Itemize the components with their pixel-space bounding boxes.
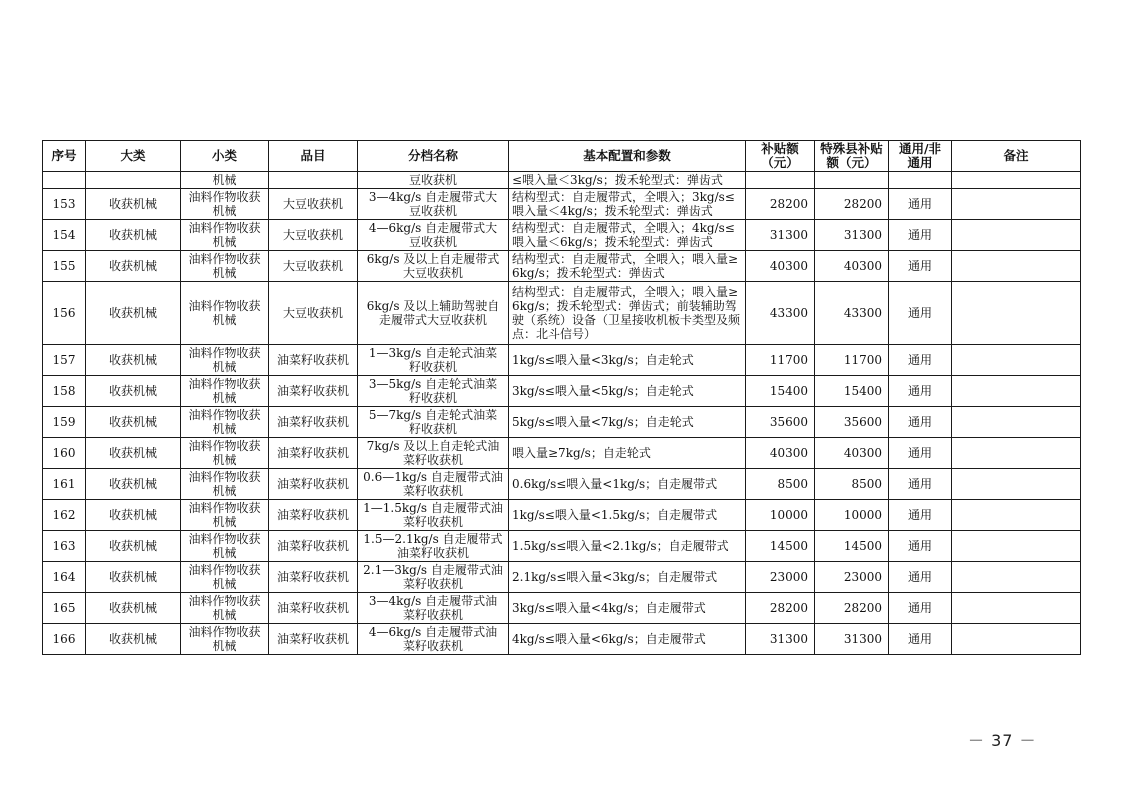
cell-config: 1.5kg/s≤喂入量<2.1kg/s；自走履带式: [509, 531, 746, 562]
cell-grade: 1—3kg/s 自走轮式油菜籽收获机: [358, 345, 509, 376]
subsidy-table: [42, 140, 1081, 655]
cell-item: 油菜籽收获机: [269, 345, 358, 376]
cell-general: 通用: [889, 624, 952, 655]
cell-general: 通用: [889, 220, 952, 251]
cell-general: 通用: [889, 438, 952, 469]
cell-grade: 豆收获机: [358, 172, 509, 189]
table-row: [43, 624, 1081, 655]
cell-subsidy: [746, 172, 815, 189]
cell-special: 31300: [815, 624, 889, 655]
cell-general: 通用: [889, 189, 952, 220]
cell-subsidy: 15400: [746, 376, 815, 407]
header-config: 基本配置和参数: [509, 141, 746, 172]
cell-category: 收获机械: [86, 624, 181, 655]
subsidy-table-container: [42, 140, 1080, 655]
cell-item: 油菜籽收获机: [269, 438, 358, 469]
cell-grade: 3—5kg/s 自走轮式油菜籽收获机: [358, 376, 509, 407]
header-special-line1: 特殊县补贴: [820, 141, 883, 156]
cell-category: 收获机械: [86, 469, 181, 500]
cell-note: [952, 251, 1081, 282]
cell-no: 158: [43, 376, 86, 407]
cell-subcategory: 油料作物收获机械: [181, 407, 269, 438]
cell-subcategory: 油料作物收获机械: [181, 345, 269, 376]
cell-special: 23000: [815, 562, 889, 593]
cell-grade: 0.6—1kg/s 自走履带式油菜籽收获机: [358, 469, 509, 500]
table-row: [43, 500, 1081, 531]
cell-subcategory: 油料作物收获机械: [181, 562, 269, 593]
table-header-row: [43, 141, 1081, 172]
cell-grade: 4—6kg/s 自走履带式大豆收获机: [358, 220, 509, 251]
header-subsidy-line1: 补贴额: [761, 141, 799, 156]
cell-special: 35600: [815, 407, 889, 438]
cell-config: 喂入量≥7kg/s；自走轮式: [509, 438, 746, 469]
cell-item: 油菜籽收获机: [269, 407, 358, 438]
cell-subsidy: 43300: [746, 282, 815, 345]
cell-config: 1kg/s≤喂入量<1.5kg/s；自走履带式: [509, 500, 746, 531]
cell-subcategory: 油料作物收获机械: [181, 220, 269, 251]
cell-special: 14500: [815, 531, 889, 562]
cell-note: [952, 531, 1081, 562]
cell-no: 153: [43, 189, 86, 220]
cell-special: 31300: [815, 220, 889, 251]
cell-config: 3kg/s≤喂入量<5kg/s；自走轮式: [509, 376, 746, 407]
cell-item: 油菜籽收获机: [269, 562, 358, 593]
cell-general: 通用: [889, 251, 952, 282]
cell-item: 大豆收获机: [269, 282, 358, 345]
cell-note: [952, 438, 1081, 469]
cell-note: [952, 624, 1081, 655]
cell-config: 5kg/s≤喂入量<7kg/s；自走轮式: [509, 407, 746, 438]
table-row: [43, 189, 1081, 220]
cell-item: 油菜籽收获机: [269, 531, 358, 562]
cell-subcategory: 油料作物收获机械: [181, 438, 269, 469]
cell-general: 通用: [889, 562, 952, 593]
cell-note: [952, 189, 1081, 220]
cell-grade: 1.5—2.1kg/s 自走履带式油菜籽收获机: [358, 531, 509, 562]
cell-category: 收获机械: [86, 376, 181, 407]
cell-general: 通用: [889, 593, 952, 624]
header-special-line2: 额（元）: [826, 155, 877, 170]
cell-subcategory: 油料作物收获机械: [181, 189, 269, 220]
cell-subcategory: 油料作物收获机械: [181, 624, 269, 655]
cell-general: 通用: [889, 376, 952, 407]
header-special-subsidy: [815, 141, 889, 172]
cell-subcategory: 油料作物收获机械: [181, 531, 269, 562]
table-row: [43, 251, 1081, 282]
table-row: [43, 376, 1081, 407]
cell-special: 11700: [815, 345, 889, 376]
cell-special: 8500: [815, 469, 889, 500]
cell-note: [952, 407, 1081, 438]
cell-note: [952, 469, 1081, 500]
cell-no: 159: [43, 407, 86, 438]
cell-note: [952, 562, 1081, 593]
cell-subsidy: 14500: [746, 531, 815, 562]
cell-config: 0.6kg/s≤喂入量<1kg/s；自走履带式: [509, 469, 746, 500]
cell-special: 28200: [815, 593, 889, 624]
cell-general: 通用: [889, 531, 952, 562]
cell-no: 156: [43, 282, 86, 345]
cell-item: 大豆收获机: [269, 251, 358, 282]
cell-item: 油菜籽收获机: [269, 469, 358, 500]
cell-subsidy: 31300: [746, 220, 815, 251]
table-row: [43, 220, 1081, 251]
cell-subcategory: 油料作物收获机械: [181, 469, 269, 500]
cell-subcategory: 油料作物收获机械: [181, 282, 269, 345]
cell-grade: 2.1—3kg/s 自走履带式油菜籽收获机: [358, 562, 509, 593]
cell-grade: 3—4kg/s 自走履带式油菜籽收获机: [358, 593, 509, 624]
table-row: [43, 469, 1081, 500]
cell-subcategory: 油料作物收获机械: [181, 376, 269, 407]
cell-category: [86, 172, 181, 189]
cell-note: [952, 172, 1081, 189]
cell-no: 157: [43, 345, 86, 376]
cell-category: 收获机械: [86, 531, 181, 562]
header-subsidy-line2: （元）: [761, 155, 799, 170]
table-body: [43, 172, 1081, 655]
cell-subsidy: 28200: [746, 189, 815, 220]
cell-config: 1kg/s≤喂入量<3kg/s；自走轮式: [509, 345, 746, 376]
cell-category: 收获机械: [86, 189, 181, 220]
cell-special: 15400: [815, 376, 889, 407]
header-no: 序号: [43, 141, 86, 172]
header-subsidy: [746, 141, 815, 172]
cell-config: 结构型式：自走履带式，全喂入；喂入量≥6kg/s；拨禾轮型式：弹齿式: [509, 251, 746, 282]
table-row: [43, 562, 1081, 593]
cell-note: [952, 345, 1081, 376]
table-row: [43, 282, 1081, 345]
cell-category: 收获机械: [86, 251, 181, 282]
cell-item: 油菜籽收获机: [269, 624, 358, 655]
cell-config: 结构型式：自走履带式，全喂入；3kg/s≤喂入量＜4kg/s；拨禾轮型式：弹齿式: [509, 189, 746, 220]
cell-note: [952, 500, 1081, 531]
continuation-row: [43, 172, 1081, 189]
header-general-line2: 通用: [907, 155, 933, 170]
table-row: [43, 438, 1081, 469]
cell-subsidy: 31300: [746, 624, 815, 655]
cell-subsidy: 40300: [746, 438, 815, 469]
cell-no: 165: [43, 593, 86, 624]
cell-general: 通用: [889, 469, 952, 500]
cell-no: 163: [43, 531, 86, 562]
cell-item: 油菜籽收获机: [269, 376, 358, 407]
cell-special: 40300: [815, 438, 889, 469]
cell-subsidy: 40300: [746, 251, 815, 282]
table-row: [43, 531, 1081, 562]
cell-general: 通用: [889, 282, 952, 345]
header-category: 大类: [86, 141, 181, 172]
cell-general: [889, 172, 952, 189]
header-item: 品目: [269, 141, 358, 172]
cell-note: [952, 220, 1081, 251]
cell-subsidy: 8500: [746, 469, 815, 500]
cell-subsidy: 28200: [746, 593, 815, 624]
cell-category: 收获机械: [86, 438, 181, 469]
table-row: [43, 593, 1081, 624]
cell-grade: 6kg/s 及以上辅助驾驶自走履带式大豆收获机: [358, 282, 509, 345]
cell-category: 收获机械: [86, 282, 181, 345]
cell-special: [815, 172, 889, 189]
cell-subsidy: 11700: [746, 345, 815, 376]
cell-subsidy: 10000: [746, 500, 815, 531]
cell-grade: 5—7kg/s 自走轮式油菜籽收获机: [358, 407, 509, 438]
cell-grade: 3—4kg/s 自走履带式大豆收获机: [358, 189, 509, 220]
cell-item: [269, 172, 358, 189]
cell-grade: 1—1.5kg/s 自走履带式油菜籽收获机: [358, 500, 509, 531]
cell-config: 4kg/s≤喂入量<6kg/s；自走履带式: [509, 624, 746, 655]
cell-category: 收获机械: [86, 593, 181, 624]
cell-no: 160: [43, 438, 86, 469]
cell-note: [952, 376, 1081, 407]
cell-no: 154: [43, 220, 86, 251]
header-general-line1: 通用/非: [898, 141, 942, 156]
cell-config: 2.1kg/s≤喂入量<3kg/s；自走履带式: [509, 562, 746, 593]
cell-item: 大豆收获机: [269, 189, 358, 220]
cell-no: 155: [43, 251, 86, 282]
cell-note: [952, 593, 1081, 624]
cell-general: 通用: [889, 407, 952, 438]
cell-no: 161: [43, 469, 86, 500]
cell-no: [43, 172, 86, 189]
cell-config: ≤喂入量＜3kg/s；拨禾轮型式：弹齿式: [509, 172, 746, 189]
cell-subsidy: 35600: [746, 407, 815, 438]
cell-special: 40300: [815, 251, 889, 282]
cell-subcategory: 油料作物收获机械: [181, 500, 269, 531]
cell-special: 43300: [815, 282, 889, 345]
header-grade: 分档名称: [358, 141, 509, 172]
cell-item: 油菜籽收获机: [269, 500, 358, 531]
cell-subcategory: 油料作物收获机械: [181, 593, 269, 624]
cell-special: 28200: [815, 189, 889, 220]
cell-no: 166: [43, 624, 86, 655]
cell-category: 收获机械: [86, 500, 181, 531]
cell-config: 3kg/s≤喂入量<4kg/s；自走履带式: [509, 593, 746, 624]
header-subcategory: 小类: [181, 141, 269, 172]
cell-subcategory: 机械: [181, 172, 269, 189]
cell-note: [952, 282, 1081, 345]
cell-category: 收获机械: [86, 407, 181, 438]
cell-category: 收获机械: [86, 562, 181, 593]
header-general: [889, 141, 952, 172]
cell-category: 收获机械: [86, 345, 181, 376]
cell-special: 10000: [815, 500, 889, 531]
cell-general: 通用: [889, 500, 952, 531]
cell-no: 164: [43, 562, 86, 593]
cell-subcategory: 油料作物收获机械: [181, 251, 269, 282]
page-number: － 37 －: [968, 731, 1037, 750]
cell-subsidy: 23000: [746, 562, 815, 593]
cell-no: 162: [43, 500, 86, 531]
cell-grade: 6kg/s 及以上自走履带式大豆收获机: [358, 251, 509, 282]
cell-category: 收获机械: [86, 220, 181, 251]
cell-config: 结构型式：自走履带式，全喂入；4kg/s≤喂入量＜6kg/s；拨禾轮型式：弹齿式: [509, 220, 746, 251]
cell-grade: 7kg/s 及以上自走轮式油菜籽收获机: [358, 438, 509, 469]
cell-grade: 4—6kg/s 自走履带式油菜籽收获机: [358, 624, 509, 655]
header-note: 备注: [952, 141, 1081, 172]
table-row: [43, 407, 1081, 438]
cell-item: 大豆收获机: [269, 220, 358, 251]
table-row: [43, 345, 1081, 376]
cell-general: 通用: [889, 345, 952, 376]
cell-config: 结构型式：自走履带式，全喂入；喂入量≥6kg/s；拨禾轮型式：弹齿式；前装辅助驾驶（系统）设备（卫星接收机板卡类型及频点：北斗信号）: [509, 282, 746, 345]
cell-item: 油菜籽收获机: [269, 593, 358, 624]
